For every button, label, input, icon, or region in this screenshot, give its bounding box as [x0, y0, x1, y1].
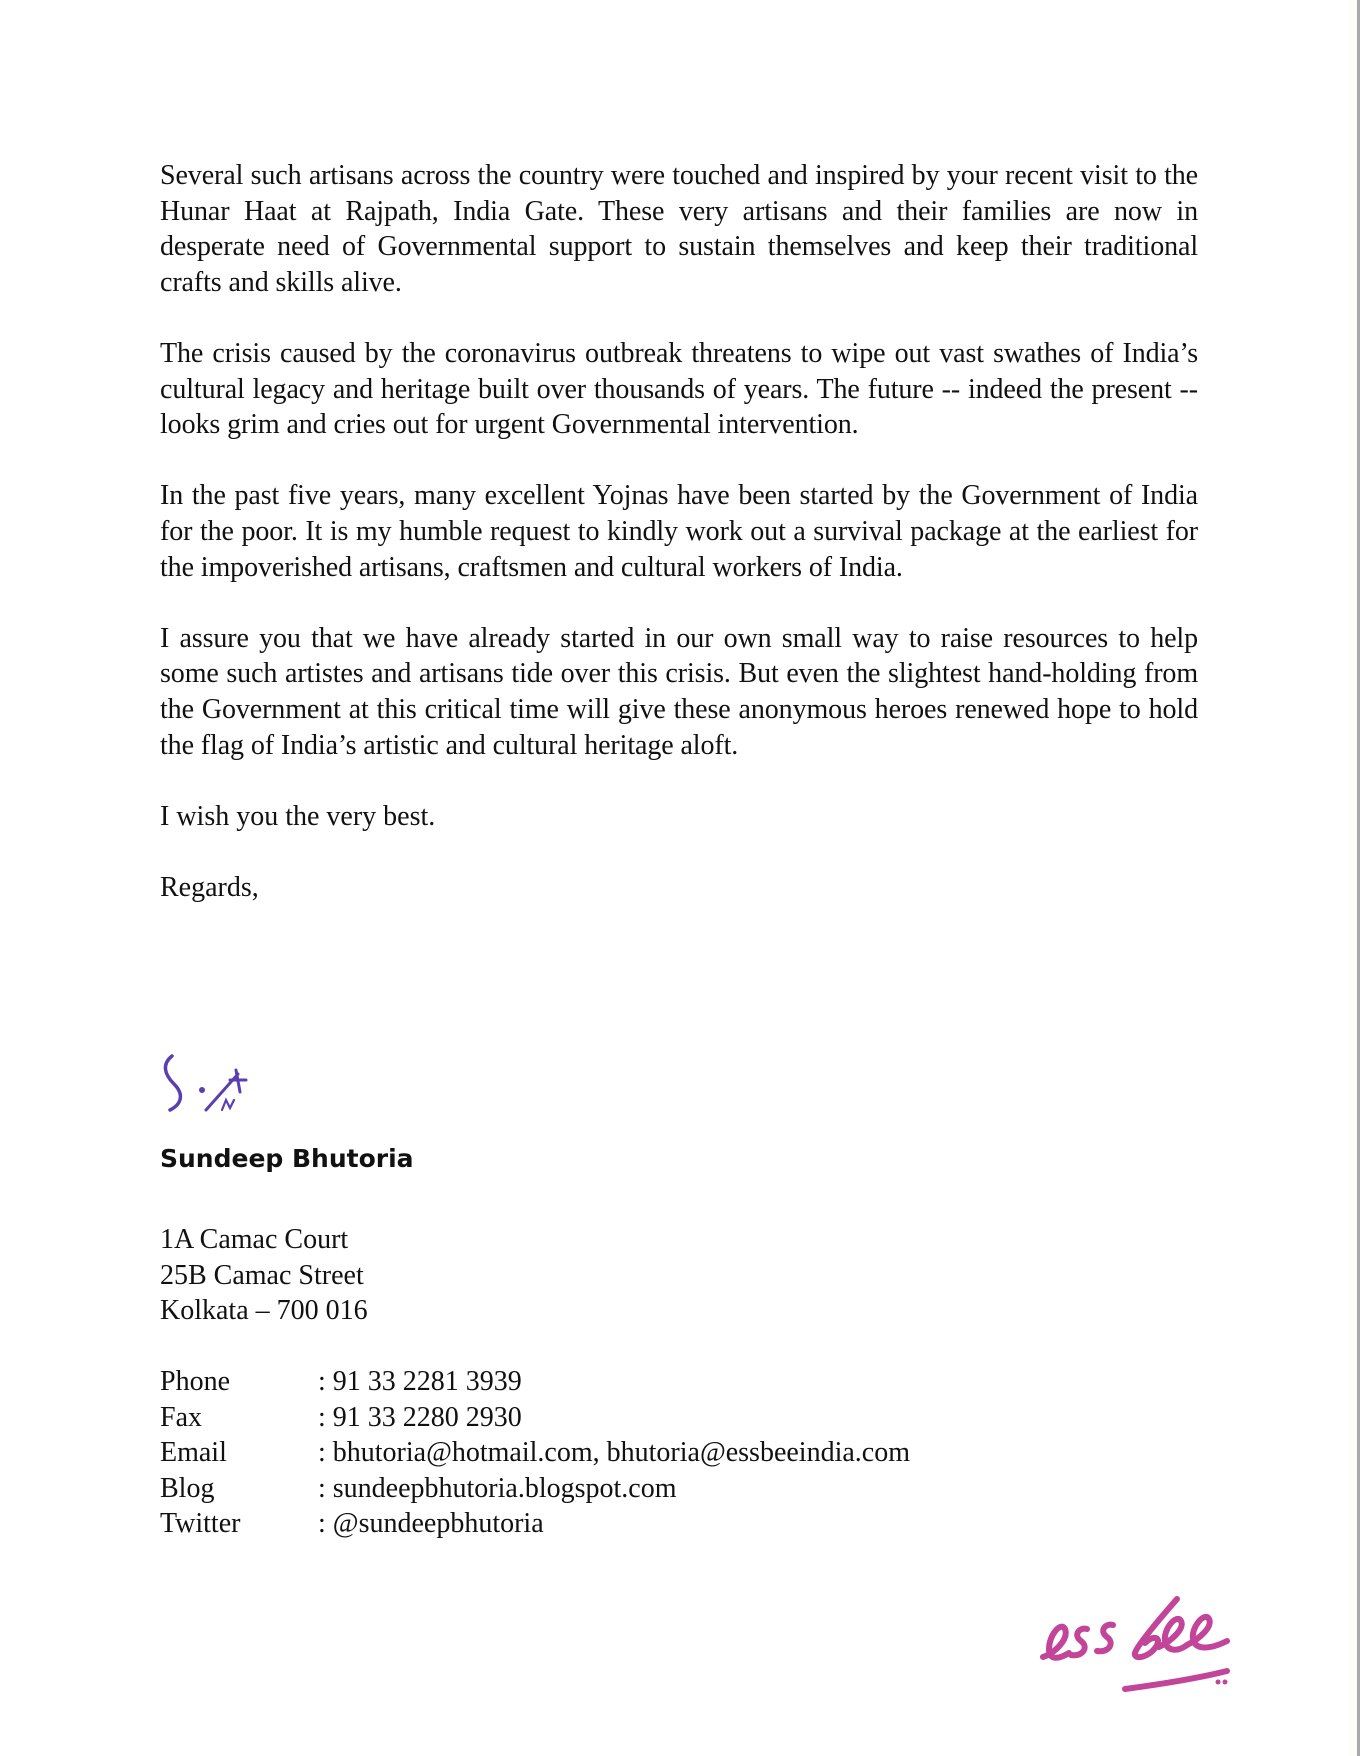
paragraph-1: Several such artisans across the country were touched and inspired by your recent visit to the Hunar Haat at Rajpath, India Gate. These very artisans and their families are now in desperate need of Governmental support to sustain themselves and keep their traditional crafts and skills alive.: [160, 160, 1198, 298]
address-line: 25B Camac Street: [160, 1259, 364, 1291]
contact-label: Twitter: [160, 1508, 241, 1540]
signatory-name: Sundeep Bhutoria: [160, 1144, 414, 1173]
address-line: 1A Camac Court: [160, 1224, 349, 1255]
contact-value: : 91 33 2281 3939: [318, 1366, 522, 1397]
page-edge-shade: [1349, 0, 1357, 1756]
paragraph-2: The crisis caused by the coronavirus outbreak threatens to wipe out vast swathes of India’s cultural legacy and heritage built over thousands of years. The future -- indeed the present -- looks grim and cries out for urgent Governmental intervention.: [160, 337, 1198, 441]
paragraph-4: I assure you that we have already started in our own small way to raise resources to help some such artistes and artisans tide over this crisis. But even the slightest hand-holding from the Government at this critical time will give these anonymous heroes renewed hope to hold the flag of India’s artistic and cultural heritage aloft.: [160, 622, 1198, 761]
paragraph-3: In the past five years, many excellent Yojnas have been started by the Government of India for the poor. It is my humble request to kindly work out a survival package at the earliest for the impoverished artisans, craftsmen and cultural workers of India.: [160, 480, 1198, 583]
letter-body: [160, 158, 1198, 941]
regards-line: Regards,: [160, 871, 259, 903]
contact-row-email: [160, 1435, 910, 1471]
postal-address: [160, 1222, 368, 1329]
contact-value: : sundeepbhutoria.blogspot.com: [318, 1472, 677, 1504]
wish-line: I wish you the very best.: [160, 800, 436, 832]
contact-details: [160, 1364, 910, 1542]
contact-label: Email: [160, 1437, 227, 1469]
contact-row-blog: [160, 1471, 910, 1507]
essbee-logo-icon: [1035, 1595, 1250, 1700]
contact-label: Fax: [160, 1401, 202, 1433]
contact-value: : 91 33 2280 2930: [318, 1401, 522, 1433]
contact-label: Phone: [160, 1366, 230, 1397]
contact-row-phone: [160, 1364, 910, 1400]
contact-row-twitter: [160, 1506, 910, 1542]
address-line: Kolkata – 700 016: [160, 1295, 368, 1327]
contact-value: : @sundeepbhutoria: [318, 1508, 544, 1540]
contact-label: Blog: [160, 1472, 215, 1504]
signature-icon: [160, 1050, 280, 1130]
contact-row-fax: [160, 1400, 910, 1436]
contact-value: : bhutoria@hotmail.com, bhutoria@essbeeindia.com: [318, 1437, 910, 1469]
